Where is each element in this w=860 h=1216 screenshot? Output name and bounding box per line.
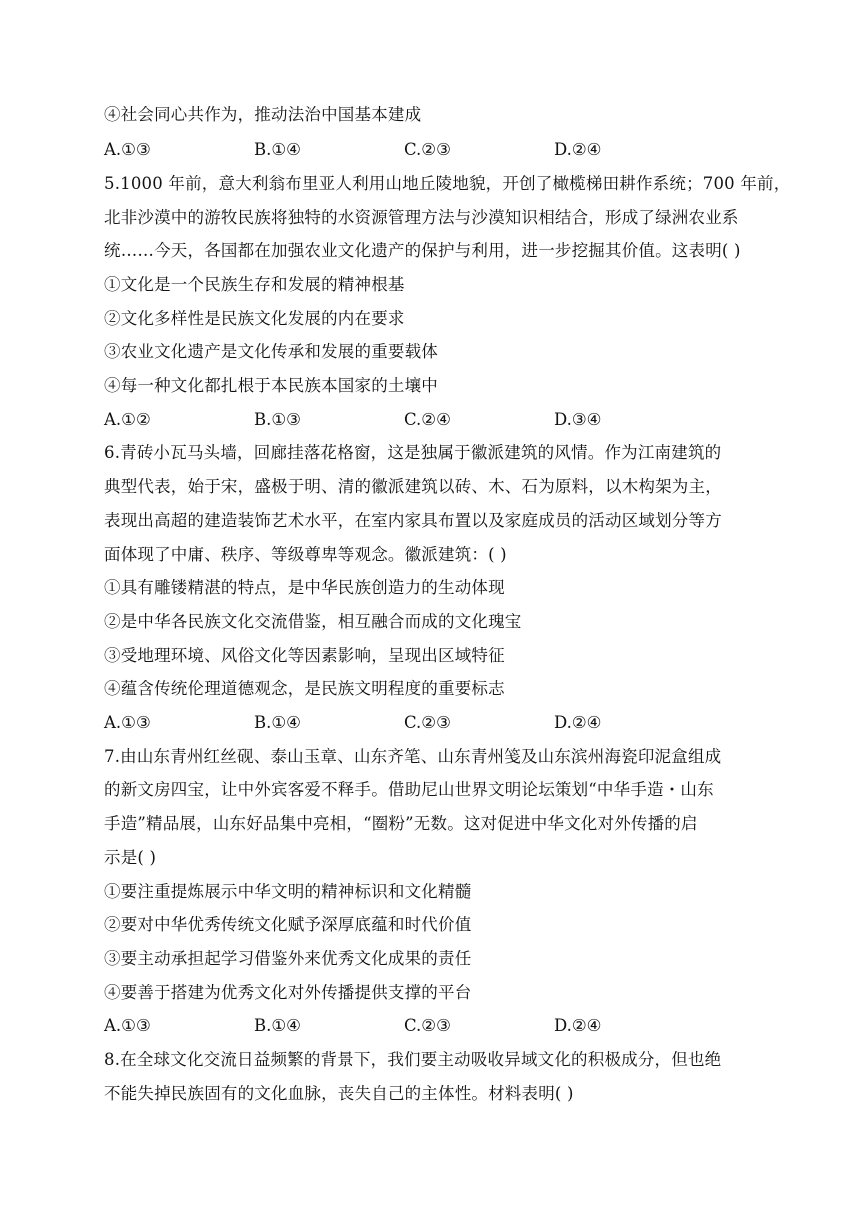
q5-option-c: C.②④ [404,410,451,429]
q7-statement-2: ②要对中华优秀传统文化赋予深厚底蕴和时代价值 [104,915,472,934]
q5-statement-2: ②文化多样性是民族文化发展的内在要求 [104,309,405,328]
q7-option-a: A.①③ [104,1016,151,1035]
q7-option-d: D.②④ [554,1016,602,1035]
q6-stem-line-2: 典型代表，始于宋，盛极于明、清的徽派建筑以砖、木、石为原料，以木构架为主， [104,477,722,496]
q5-statement-3: ③农业文化遗产是文化传承和发展的重要载体 [104,342,438,361]
q8-stem-line-2: 不能失掉民族固有的文化血脉，丧失自己的主体性。材料表明( ) [104,1084,574,1103]
q7-option-b: B.①④ [254,1016,301,1035]
q5-statement-4: ④每一种文化都扎根于本民族本国家的土壤中 [104,376,438,395]
q7-stem-line-1: 7.由山东青州红丝砚、泰山玉章、山东齐笔、山东青州笺及山东滨州海瓷印泥盒组成 [104,747,722,766]
q5-stem-line-3: 统……今天，各国都在加强农业文化遗产的保护与利用，进一步挖掘其价值。这表明( ) [104,241,741,260]
q4-option-b: B.①④ [254,140,301,159]
q6-option-b: B.①④ [254,713,301,732]
q6-statement-2: ②是中华各民族文化交流借鉴，相互融合而成的文化瑰宝 [104,612,522,631]
q5-option-b: B.①③ [254,410,301,429]
q5-option-d: D.③④ [554,410,602,429]
q5-option-a: A.①② [104,410,151,429]
q7-stem-line-3: 手造”精品展，山东好品集中亮相，“圈粉”无数。这对促进中华文化对外传播的启 [104,814,698,833]
q7-option-c: C.②③ [404,1016,451,1035]
q4-option-a: A.①③ [104,140,151,159]
q6-stem-line-4: 面体现了中庸、秩序、等级尊卑等观念。徽派建筑：( ) [104,545,507,564]
q5-stem-line-2: 北非沙漠中的游牧民族将独特的水资源管理方法与沙漠知识相结合，形成了绿洲农业系 [104,208,739,227]
q7-stem-line-2: 的新文房四宝，让中外宾客爱不释手。借助尼山世界文明论坛策划“中华手造・山东 [104,780,714,799]
q6-statement-4: ④蕴含传统伦理道德观念，是民族文明程度的重要标志 [104,679,505,698]
q7-statement-3: ③要主动承担起学习借鉴外来优秀文化成果的责任 [104,949,472,968]
q4-statement-4: ④社会同心共作为，推动法治中国基本建成 [104,105,422,124]
q4-option-c: C.②③ [404,140,451,159]
q6-option-d: D.②④ [554,713,602,732]
q7-statement-1: ①要注重提炼展示中华文明的精神标识和文化精髓 [104,882,472,901]
q6-stem-line-1: 6.青砖小瓦马头墙，回廊挂落花格窗，这是独属于徽派建筑的风情。作为江南建筑的 [104,443,722,462]
q7-statement-4: ④要善于搭建为优秀文化对外传播提供支撑的平台 [104,983,472,1002]
q7-stem-line-4: 示是( ) [104,848,157,867]
q8-stem-line-1: 8.在全球文化交流日益频繁的背景下，我们要主动吸收异域文化的积极成分，但也绝 [104,1050,722,1069]
q5-stem-line-1: 5.1000 年前，意大利翁布里亚人利用山地丘陵地貌，开创了橄榄梯田耕作系统；700 年前， [104,174,791,193]
q6-statement-3: ③受地理环境、风俗文化等因素影响，呈现出区域特征 [104,646,505,665]
q6-stem-line-3: 表现出高超的建造装饰艺术水平，在室内家具布置以及家庭成员的活动区域划分等方 [104,511,722,530]
q6-statement-1: ①具有雕镂精湛的特点，是中华民族创造力的生动体现 [104,578,505,597]
q6-option-c: C.②③ [404,713,451,732]
q6-option-a: A.①③ [104,713,151,732]
q5-statement-1: ①文化是一个民族生存和发展的精神根基 [104,275,405,294]
q4-option-d: D.②④ [554,140,602,159]
